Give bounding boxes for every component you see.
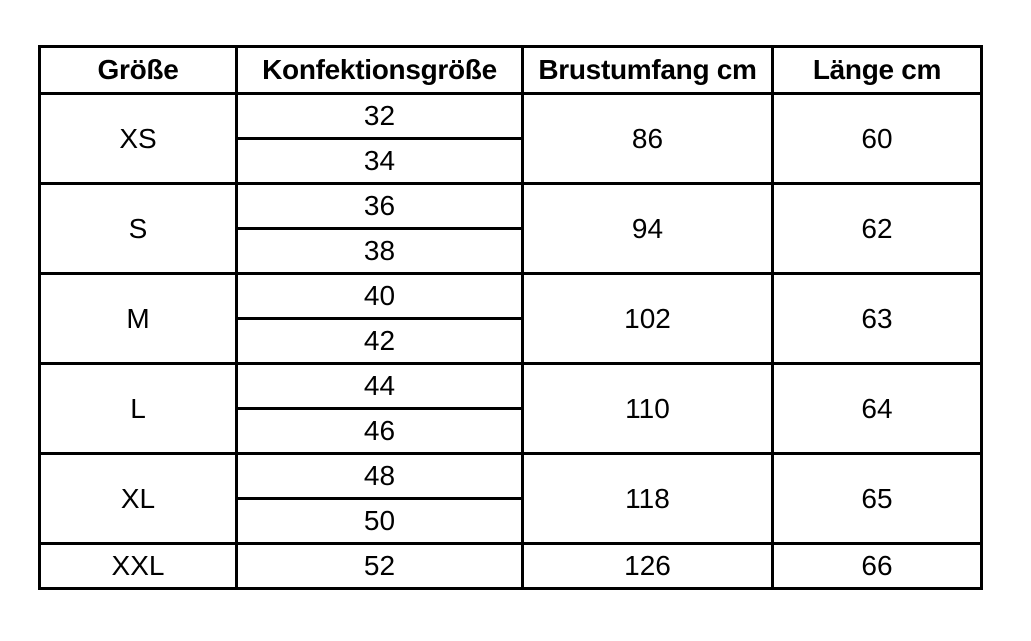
cell-laenge: 63: [773, 274, 982, 364]
table-row: [40, 274, 982, 319]
header-row: [40, 47, 982, 94]
cell-konfektionsgroesse: 52: [237, 544, 523, 589]
cell-brustumfang: 94: [523, 184, 773, 274]
cell-konfektionsgroesse: 48: [237, 454, 523, 499]
table-body: [40, 94, 982, 589]
cell-brustumfang: 102: [523, 274, 773, 364]
table-row: [40, 184, 982, 229]
size-chart-table: [38, 45, 983, 590]
table-row: [40, 454, 982, 499]
cell-konfektionsgroesse: 36: [237, 184, 523, 229]
cell-groesse: S: [40, 184, 237, 274]
cell-brustumfang: 110: [523, 364, 773, 454]
header-laenge: Länge cm: [773, 47, 982, 94]
cell-groesse: XS: [40, 94, 237, 184]
header-konfektionsgroesse: Konfektionsgröße: [237, 47, 523, 94]
cell-konfektionsgroesse: 40: [237, 274, 523, 319]
cell-konfektionsgroesse: 42: [237, 319, 523, 364]
cell-laenge: 64: [773, 364, 982, 454]
table-row: [40, 364, 982, 409]
cell-groesse: L: [40, 364, 237, 454]
cell-konfektionsgroesse: 34: [237, 139, 523, 184]
cell-brustumfang: 86: [523, 94, 773, 184]
cell-konfektionsgroesse: 44: [237, 364, 523, 409]
table-row: [40, 544, 982, 589]
cell-laenge: 65: [773, 454, 982, 544]
cell-konfektionsgroesse: 50: [237, 499, 523, 544]
cell-laenge: 60: [773, 94, 982, 184]
cell-brustumfang: 118: [523, 454, 773, 544]
cell-konfektionsgroesse: 46: [237, 409, 523, 454]
cell-brustumfang: 126: [523, 544, 773, 589]
header-groesse: Größe: [40, 47, 237, 94]
table-row: [40, 94, 982, 139]
cell-konfektionsgroesse: 38: [237, 229, 523, 274]
header-brustumfang: Brustumfang cm: [523, 47, 773, 94]
cell-laenge: 62: [773, 184, 982, 274]
cell-laenge: 66: [773, 544, 982, 589]
cell-groesse: XXL: [40, 544, 237, 589]
cell-groesse: M: [40, 274, 237, 364]
cell-groesse: XL: [40, 454, 237, 544]
cell-konfektionsgroesse: 32: [237, 94, 523, 139]
